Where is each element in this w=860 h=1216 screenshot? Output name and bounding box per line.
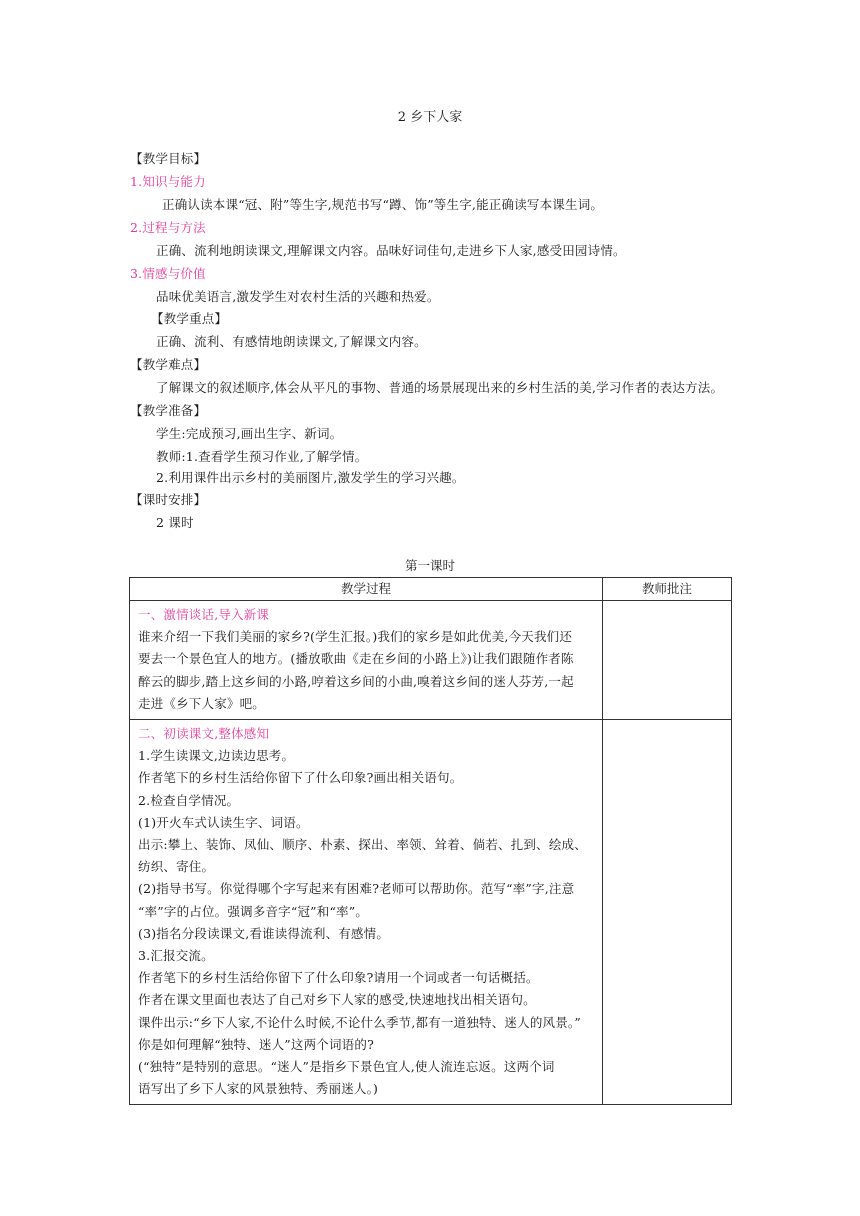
table-row [130, 720, 732, 1105]
values-heading: 3.情感与价值 [130, 266, 206, 281]
preparation-student: 学生:完成预习,画出生字、新词。 [156, 426, 343, 441]
knowledge-text: 正确认读本课“冠、附”等生字,规范书写“蹲、饰”等生字,能正确读写本课生词。 [162, 197, 604, 212]
process-cell [130, 601, 603, 720]
section-line: 2.检查自学情况。 [138, 792, 240, 808]
knowledge-heading: 1.知识与能力 [130, 174, 206, 189]
period-title: 第一课时 [404, 558, 455, 573]
section-line: (“独特”是特别的意思。“迷人”是指乡下景色宜人,使人流连忘返。这两个词 [138, 1059, 555, 1075]
section-line: 谁来介绍一下我们美丽的家乡?(学生汇报。)我们的家乡是如此优美,今天我们还 [138, 629, 573, 645]
section-heading: 一、激情谈话,导入新课 [138, 607, 270, 622]
teaching-process-table [129, 577, 732, 1105]
process-text: 正确、流利地朗读课文,理解课文内容。品味好词佳句,走进乡下人家,感受田园诗情。 [156, 243, 626, 258]
objectives-heading: 【教学目标】 [130, 151, 207, 166]
key-points-text: 正确、流利、有感情地朗读课文,了解课文内容。 [156, 334, 427, 349]
notes-column-header: 教师批注 [603, 578, 732, 601]
section-line: 作者笔下的乡村生活给你留下了什么印象?画出相关语句。 [138, 770, 463, 786]
schedule-heading: 【课时安排】 [130, 492, 207, 507]
table-header-row [130, 578, 732, 601]
table-row [130, 601, 732, 720]
key-points-heading: 【教学重点】 [151, 311, 228, 326]
section-line: 1.学生读课文,边读边思考。 [138, 748, 295, 764]
section-heading: 二、初读课文,整体感知 [138, 726, 270, 742]
section-line: (3)指名分段读课文,看谁读得流利、有感情。 [138, 925, 390, 941]
values-text: 品味优美语言,激发学生对农村生活的兴趣和热爱。 [156, 289, 440, 304]
section-line: 课件出示:“乡下人家,不论什么时候,不论什么季节,都有一道独特、迷人的风景。” [138, 1014, 581, 1030]
process-cell [130, 720, 603, 1105]
preparation-teacher-1: 教师:1.查看学生预习作业,了解学情。 [156, 449, 368, 464]
section-line: 纺织、寄住。 [138, 859, 215, 875]
section-line: 要去一个景色宜人的地方。(播放歌曲《走在乡间的小路上》)让我们跟随作者陈 [138, 651, 574, 667]
section-line: 作者笔下的乡村生活给你留下了什么印象?请用一个词或者一句话概括。 [138, 970, 539, 986]
difficulty-heading: 【教学难点】 [130, 357, 207, 372]
section-line: 作者在课文里面也表达了自己对乡下人家的感受,快速地找出相关语句。 [138, 992, 536, 1008]
section-line: (1)开火车式认读生字、词语。 [138, 814, 309, 830]
difficulty-text: 了解课文的叙述顺序,体会从平凡的事物、普通的场景展现出来的乡村生活的美,学习作者的表达方法。 [156, 380, 724, 395]
notes-cell [603, 601, 732, 720]
notes-cell [603, 720, 732, 1105]
section-line: 你是如何理解“独特、迷人”这两个词语的? [138, 1036, 374, 1052]
section-line: 3.汇报交流。 [138, 948, 214, 964]
process-heading: 2.过程与方法 [130, 220, 206, 235]
section-line: 走进《乡下人家》吧。 [138, 695, 266, 711]
process-column-header: 教学过程 [130, 578, 603, 601]
preparation-teacher-2: 2.利用课件出示乡村的美丽图片,激发学生的学习兴趣。 [156, 470, 465, 485]
schedule-text: 2 课时 [156, 515, 194, 530]
section-line: “率”字的占位。强调多音字“冠”和“率”。 [138, 903, 369, 919]
lesson-title: 2 乡下人家 [397, 110, 463, 125]
section-line: 出示:攀上、装饰、凤仙、顺序、朴素、探出、率领、耸着、倘若、扎到、绘成、 [138, 837, 587, 853]
section-line: 醉云的脚步,踏上这乡间的小路,哼着这乡间的小曲,嗅着这乡间的迷人芬芳,一起 [138, 673, 574, 689]
section-line: (2)指导书写。你觉得哪个字写起来有困难?老师可以帮助你。范写“率”字,注意 [138, 881, 575, 897]
preparation-heading: 【教学准备】 [130, 403, 207, 418]
section-line: 语写出了乡下人家的风景独特、秀丽迷人。) [138, 1081, 379, 1097]
